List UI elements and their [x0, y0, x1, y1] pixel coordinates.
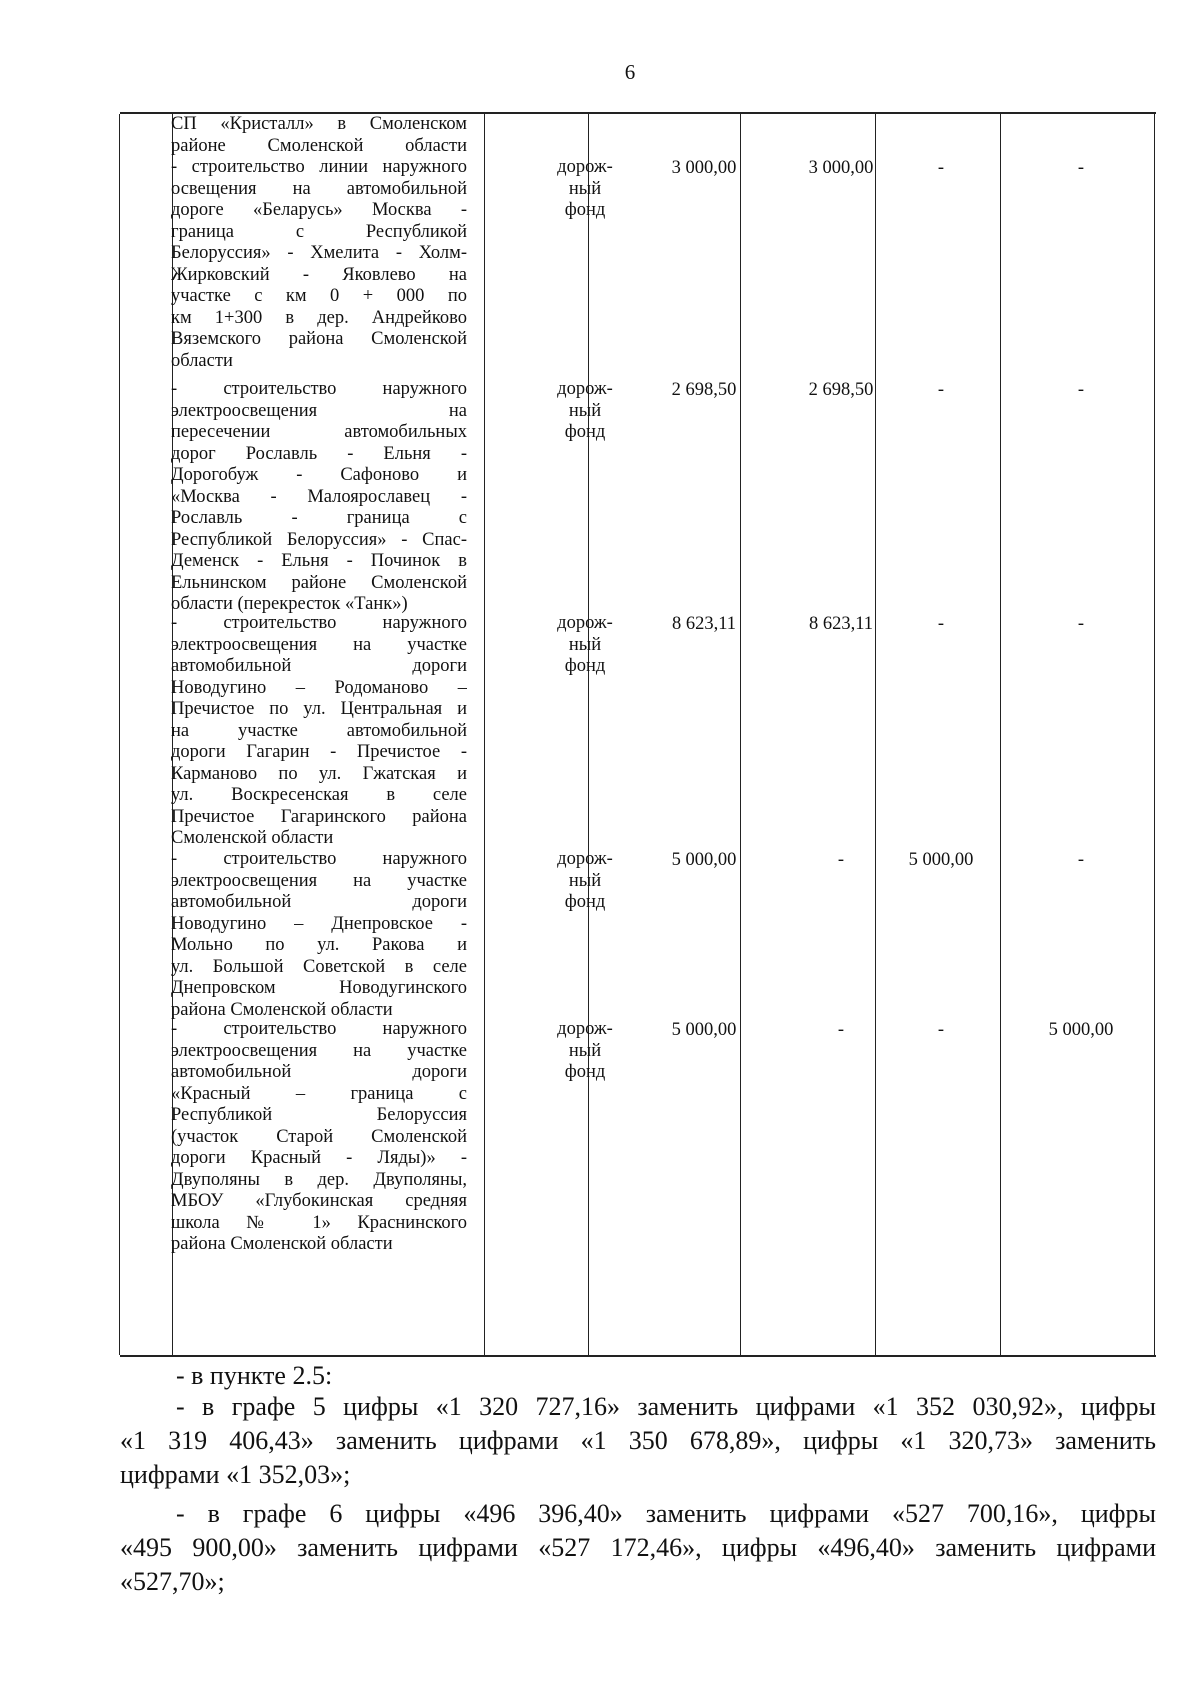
amount-total: 5 000,00	[671, 850, 737, 870]
description-line: Новодугино – Днепровское -	[171, 913, 467, 934]
description-line: Карманово по ул. Гжатская и	[171, 763, 467, 784]
amount-y2: -	[937, 380, 945, 400]
funding-source	[548, 157, 622, 222]
amount-y2: 5 000,00	[908, 850, 974, 870]
description-line: Республикой Белоруссия	[171, 1105, 467, 1125]
description-line: (участок Старой Смоленской	[171, 1126, 467, 1147]
funding-source-line: дорож-	[557, 379, 613, 399]
description-line: граница с Республикой	[171, 221, 467, 242]
description-line: - строительство наружного	[171, 379, 467, 399]
funding-source-line: фонд	[564, 200, 606, 220]
description-line: районе Смоленской области	[171, 135, 467, 156]
description-line: Ельнинском районе Смоленской	[171, 572, 467, 593]
description-line: автомобильной дороги	[171, 892, 467, 912]
description-line: Новодугино – Родоманово –	[171, 677, 467, 698]
description-line: Мольно по ул. Ракова и	[171, 935, 467, 955]
column-divider	[484, 114, 485, 1355]
paragraph-line: «527,70»;	[120, 1567, 225, 1596]
amount-total: 3 000,00	[671, 158, 737, 178]
description-line: дороги Гагарин - Пречистое -	[171, 742, 467, 762]
description-line: электроосвещения на участке	[171, 870, 467, 891]
description-line: области	[171, 350, 233, 371]
funding-source-line: дорож-	[557, 1019, 613, 1039]
description-line: Вяземского района Смоленской	[171, 329, 467, 349]
paragraph-line: «1 319 406,43» заменить цифрами «1 350 678,89», цифры «1 320,73» заменить	[120, 1426, 1156, 1455]
description-line: «Москва - Малоярославец -	[171, 486, 467, 507]
amount-y3: -	[1077, 380, 1085, 400]
amount-y1: 2 698,50	[808, 380, 874, 400]
item-heading-text: - в пункте 2.5:	[176, 1361, 333, 1390]
amount-y1: 3 000,00	[808, 158, 874, 178]
description-line: области (перекресток «Танк»)	[171, 594, 408, 614]
funding-source-line: ный	[568, 400, 602, 421]
paragraph-2	[120, 1497, 1156, 1599]
description-line: дороге «Беларусь» Москва -	[171, 200, 467, 220]
amount-y1: 8 623,11	[808, 614, 874, 634]
amount-total: 8 623,11	[671, 614, 737, 634]
funding-source-line: дорож-	[557, 613, 613, 633]
description-line: дороги Красный - Ляды)» -	[171, 1148, 467, 1168]
table-row-description	[171, 114, 467, 372]
description-line: - строительство наружного	[171, 1019, 467, 1039]
description-line: района Смоленской области	[171, 999, 393, 1020]
table-border-right	[1154, 114, 1155, 1355]
description-line: школа № 1» Краснинского	[171, 1212, 467, 1233]
description-line: дорог Рославль - Ельня -	[171, 443, 467, 464]
description-line: Белоруссия» - Хмелита - Холм-	[171, 243, 467, 263]
amount-y2: -	[937, 1020, 945, 1040]
item-heading	[120, 1359, 1156, 1393]
description-line: Днепровском Новодугинского	[171, 978, 467, 998]
description-line: Пречистое по ул. Центральная и	[171, 699, 467, 719]
amount-y2: -	[937, 158, 945, 178]
funding-source-line: ный	[568, 178, 602, 199]
description-line: «Красный – граница с	[171, 1083, 467, 1104]
table-row-description	[171, 849, 467, 1021]
table-border-left	[119, 114, 120, 1355]
description-line: электроосвещения на участке	[171, 1040, 467, 1061]
description-line: - строительство наружного	[171, 613, 467, 633]
funding-source-line: ный	[568, 1040, 602, 1061]
description-line: электроосвещения на участке	[171, 634, 467, 655]
paragraph-line: «495 900,00» заменить цифрами «527 172,46», цифры «496,40» заменить цифрами	[120, 1533, 1156, 1562]
amount-y3: -	[1077, 614, 1085, 634]
amount-y3: -	[1077, 850, 1085, 870]
table-row-description	[171, 613, 467, 850]
funding-source-line: дорож-	[557, 849, 613, 869]
funding-source	[548, 1019, 622, 1084]
amount-total: 5 000,00	[671, 1020, 737, 1040]
description-line: электроосвещения на	[171, 400, 467, 421]
amount-total: 2 698,50	[671, 380, 737, 400]
description-line: Пречистое Гагаринского района	[171, 806, 467, 827]
description-line: Рославль - граница с	[171, 508, 467, 528]
amount-y3: -	[1077, 158, 1085, 178]
description-line: района Смоленской области	[171, 1234, 393, 1254]
amount-y1: -	[837, 850, 845, 870]
description-line: МБОУ «Глубокинская средняя	[171, 1191, 467, 1211]
paragraph-line: - в графе 5 цифры «1 320 727,16» заменить цифрами «1 352 030,92», цифры	[176, 1392, 1156, 1421]
table-row-description	[171, 379, 467, 616]
funding-source-line: фонд	[564, 422, 606, 442]
description-line: на участке автомобильной	[171, 720, 467, 741]
funding-source-line: фонд	[564, 892, 606, 912]
description-line: пересечении автомобильных	[171, 422, 467, 442]
description-line: освещения на автомобильной	[171, 178, 467, 199]
description-line: Республикой Белоруссия» - Спас-	[171, 529, 467, 550]
amount-y1: -	[837, 1020, 845, 1040]
funding-source	[548, 379, 622, 444]
column-divider	[875, 114, 876, 1355]
funding-source	[548, 613, 622, 678]
funding-source-line: ный	[568, 870, 602, 891]
description-line: Смоленской области	[171, 828, 334, 848]
funding-source-line: фонд	[564, 656, 606, 676]
amount-y3: 5 000,00	[1048, 1020, 1114, 1040]
funding-source	[548, 849, 622, 914]
funding-source-line: ный	[568, 634, 602, 655]
description-line: Жирковский - Яковлево на	[171, 264, 467, 285]
description-line: Дорогобуж - Сафоново и	[171, 465, 467, 485]
description-line: - строительство линии наружного	[171, 157, 467, 177]
paragraph-1	[120, 1390, 1156, 1492]
description-line: км 1+300 в дер. Андрейково	[171, 307, 467, 328]
page-number: 6	[624, 60, 636, 84]
description-line: Двуполяны в дер. Двуполяны,	[171, 1169, 467, 1190]
funding-source-line: фонд	[564, 1062, 606, 1082]
amount-y2: -	[937, 614, 945, 634]
column-divider	[1000, 114, 1001, 1355]
paragraph-line: цифрами «1 352,03»;	[120, 1460, 351, 1489]
description-line: автомобильной дороги	[171, 1062, 467, 1082]
description-line: ул. Большой Советской в селе	[171, 956, 467, 977]
paragraph-line: - в графе 6 цифры «496 396,40» заменить цифрами «527 700,16», цифры	[176, 1499, 1156, 1528]
description-line: ул. Воскресенская в селе	[171, 785, 467, 805]
column-divider	[588, 114, 589, 1355]
funding-source-line: дорож-	[557, 157, 613, 177]
description-line: - строительство наружного	[171, 849, 467, 869]
description-line: автомобильной дороги	[171, 656, 467, 676]
column-divider	[740, 114, 741, 1355]
table-row-description	[171, 1019, 467, 1256]
description-line: Деменск - Ельня - Починок в	[171, 551, 467, 571]
description-line: участке с км 0 + 000 по	[171, 286, 467, 306]
description-line: СП «Кристалл» в Смоленском	[171, 114, 467, 134]
